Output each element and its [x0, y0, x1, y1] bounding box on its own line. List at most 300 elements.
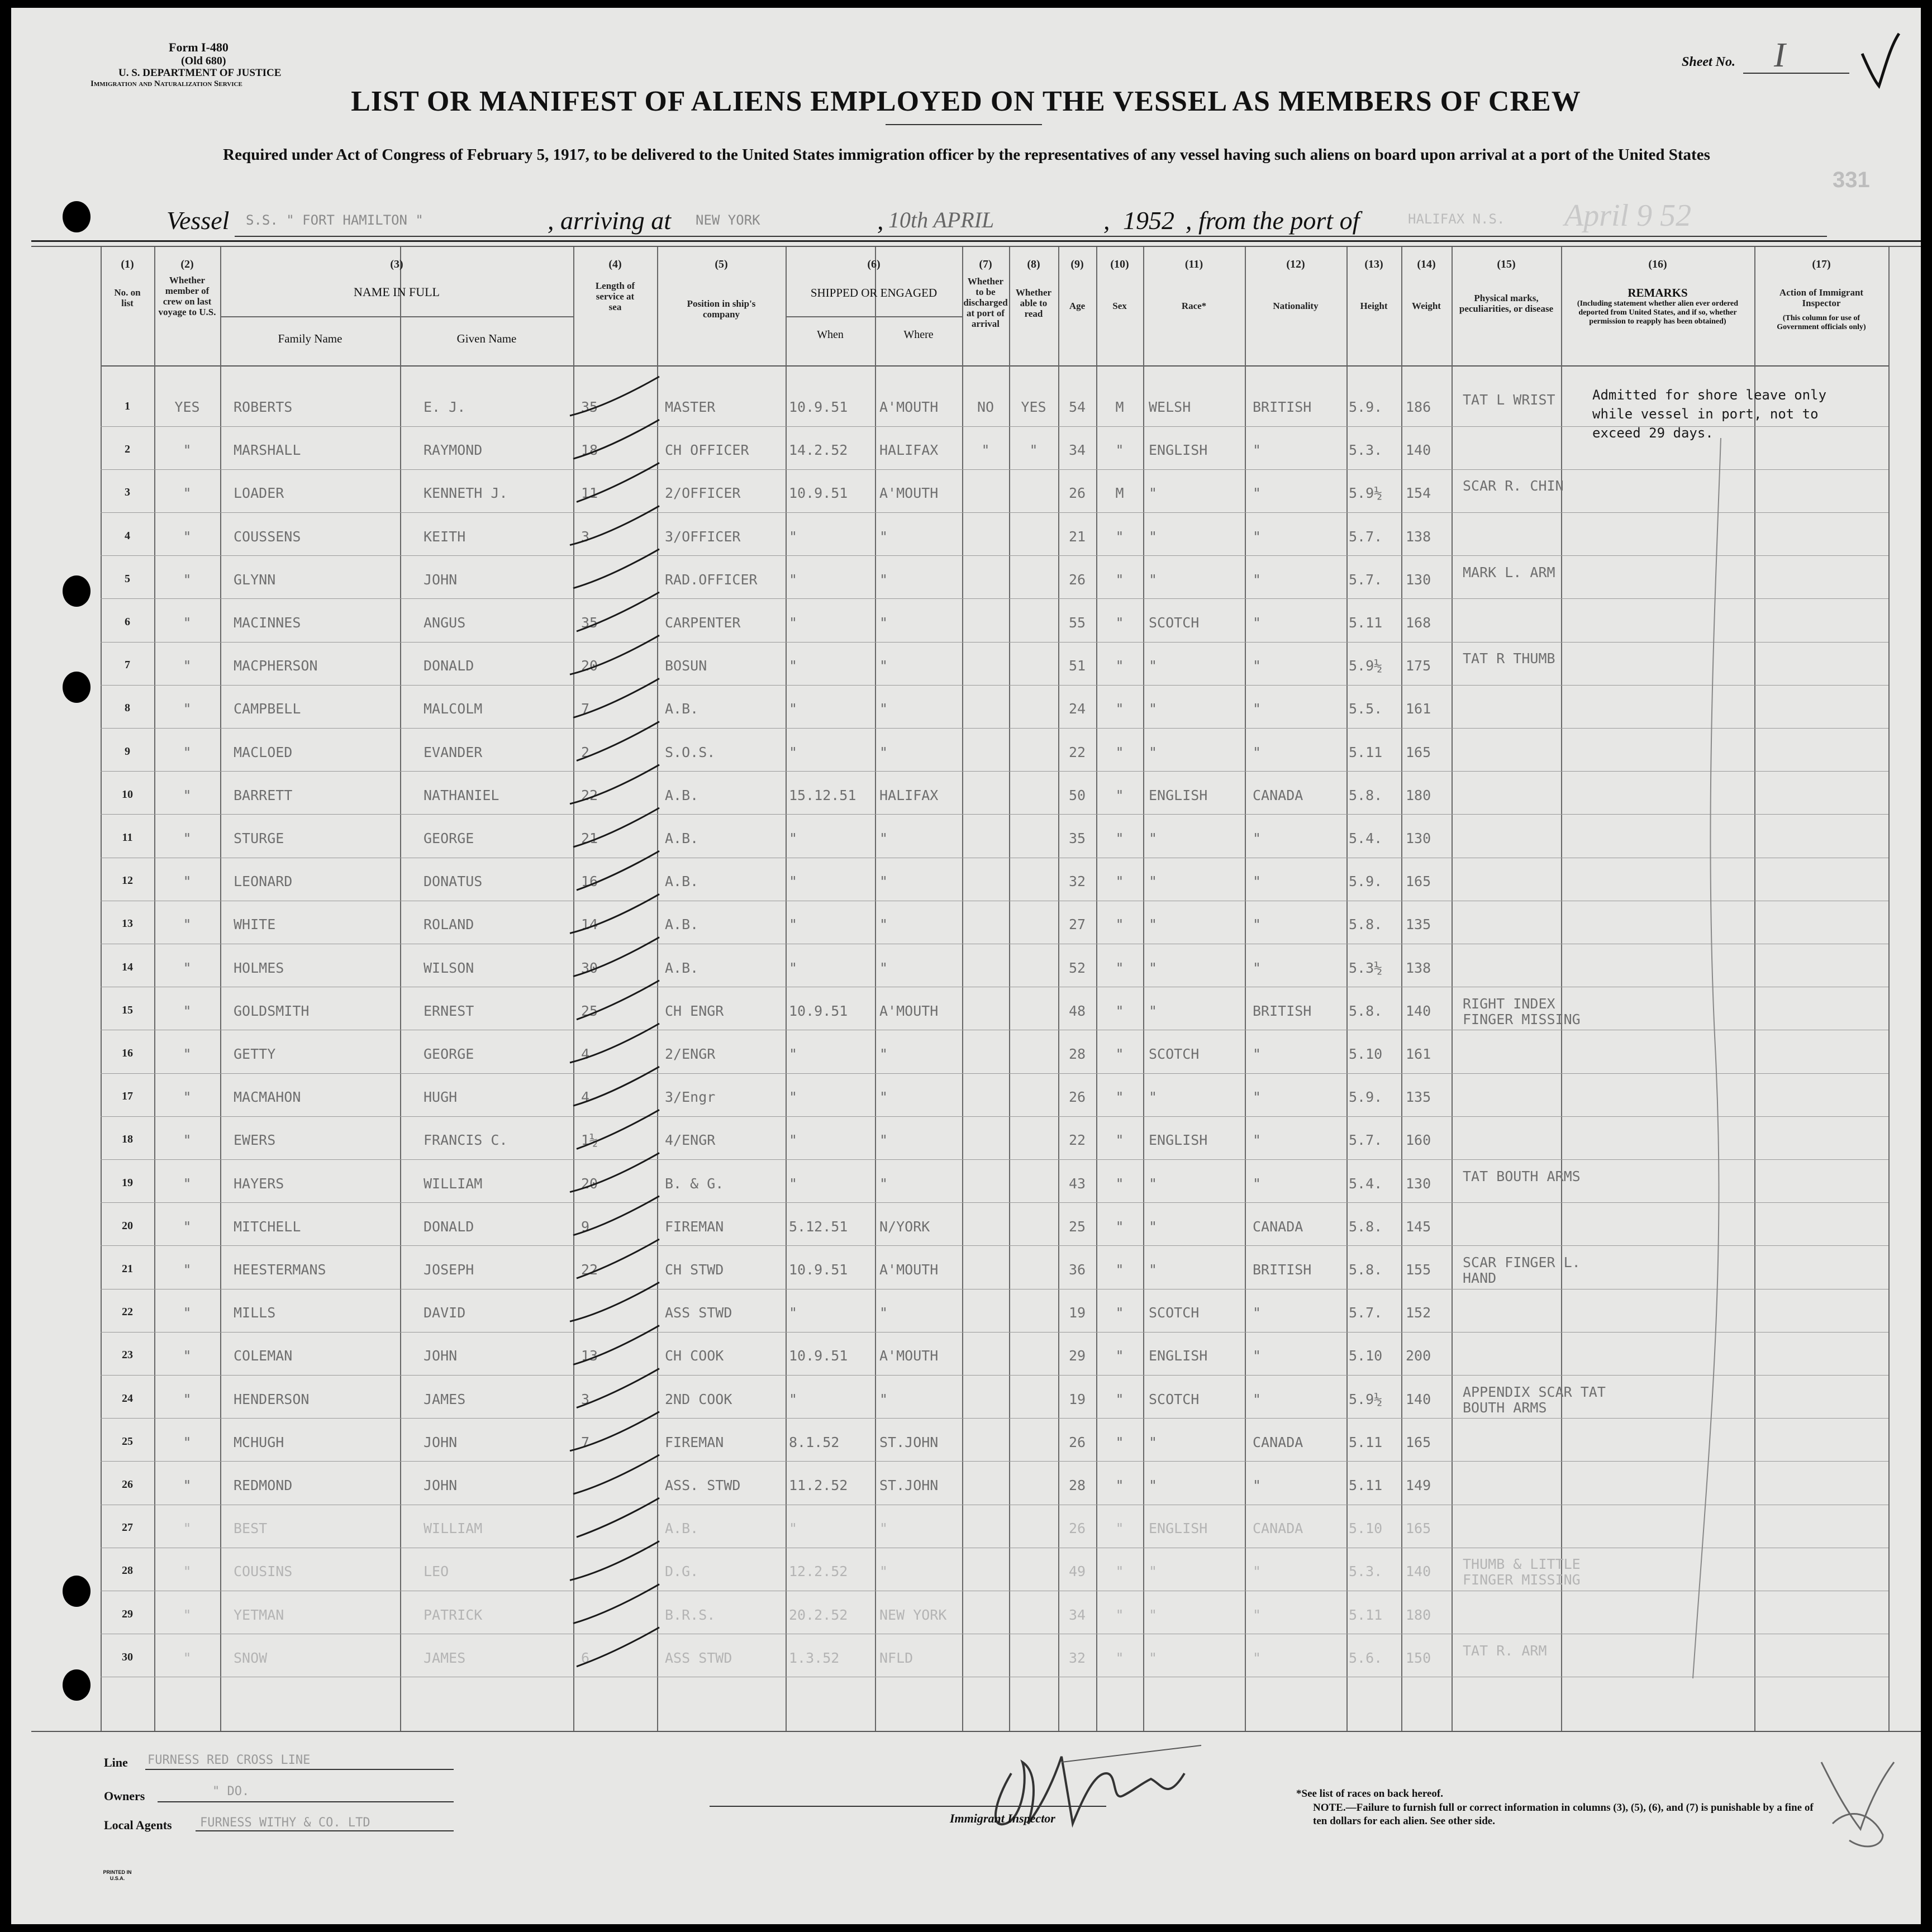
cell-position: B.R.S.: [665, 1607, 716, 1623]
cell-given: JAMES: [423, 1391, 466, 1407]
cell-given: WILLIAM: [423, 1520, 483, 1536]
cell-no: 6: [125, 616, 130, 628]
cell-when: 10.9.51: [789, 399, 848, 415]
cell-sex: ": [1115, 787, 1124, 803]
cell-when: ": [789, 1132, 798, 1148]
cell-age: 51: [1068, 658, 1086, 674]
cell-height: 5.11: [1349, 744, 1383, 760]
row-line: [101, 1116, 1888, 1117]
cell-height: 5.10: [1349, 1348, 1383, 1364]
cell-given: KENNETH J.: [423, 485, 508, 501]
col14-number: (14): [1417, 258, 1436, 270]
cell-height: 5.9½: [1349, 658, 1383, 674]
cell-when: ": [789, 960, 798, 976]
col12-number: (12): [1286, 258, 1305, 270]
cell-weight: 165: [1406, 744, 1431, 760]
cell-no: 22: [122, 1306, 133, 1318]
col6-header: SHIPPED OR ENGAGED: [810, 286, 938, 299]
cell-age: 55: [1068, 615, 1086, 631]
cell-position: FIREMAN: [665, 1434, 724, 1450]
cell-family: MACLOED: [234, 744, 293, 760]
cell-nat: ": [1253, 873, 1262, 889]
cell-sex: ": [1115, 1305, 1124, 1321]
cell-when: ": [789, 1089, 798, 1105]
vessel-name: S.S. " FORT HAMILTON ": [246, 212, 423, 228]
cell-nat: ": [1253, 1607, 1262, 1623]
cell-sex: ": [1115, 1219, 1124, 1235]
cell-where: ": [879, 1305, 888, 1321]
cell-weight: 135: [1406, 1089, 1431, 1105]
cell-weight: 138: [1406, 529, 1431, 545]
cell-age: 25: [1068, 1219, 1086, 1235]
cell-height: 5.11: [1349, 1607, 1383, 1623]
cell-given: MALCOLM: [423, 701, 483, 717]
cell-where: ST.JOHN: [879, 1434, 939, 1450]
cell-height: 5.8.: [1349, 1003, 1383, 1019]
cell-no: 5: [125, 573, 130, 585]
cell-nat: BRITISH: [1253, 399, 1312, 415]
cell-position: CH ENGR: [665, 1003, 724, 1019]
date-comma: ,: [877, 206, 884, 235]
cell-sex: M: [1115, 485, 1124, 501]
cell-when: 1.3.52: [789, 1650, 840, 1666]
cell-when: 10.9.51: [789, 1262, 848, 1278]
row-line: [101, 598, 1888, 599]
vessel-line-underline: [235, 236, 1827, 237]
cell-when: ": [789, 744, 798, 760]
cell-where: ": [879, 960, 888, 976]
cell-sex: ": [1115, 1434, 1124, 1450]
cell-when: 10.9.51: [789, 485, 848, 501]
cell-disch: ": [981, 442, 990, 458]
cell-no: 12: [122, 874, 133, 887]
cell-race: ENGLISH: [1149, 1520, 1208, 1536]
cell-race: ": [1149, 1262, 1158, 1278]
cell-service: 16: [581, 873, 598, 889]
cell-crew: ": [183, 1046, 192, 1062]
cell-family: HENDERSON: [234, 1391, 310, 1407]
cell-position: 4/ENGR: [665, 1132, 716, 1148]
cell-family: GETTY: [234, 1046, 276, 1062]
cell-crew: ": [183, 873, 192, 889]
cell-when: ": [789, 873, 798, 889]
sheet-field-line: [1743, 73, 1849, 74]
cell-height: 5.8.: [1349, 1262, 1383, 1278]
cell-family: YETMAN: [234, 1607, 284, 1623]
cell-age: 54: [1068, 399, 1086, 415]
cell-service: 6: [581, 1650, 590, 1666]
cell-weight: 140: [1406, 442, 1431, 458]
cell-sex: ": [1115, 1132, 1124, 1148]
cell-position: 2/OFFICER: [665, 485, 741, 501]
cell-nat: ": [1253, 442, 1262, 458]
cell-sex: ": [1115, 658, 1124, 674]
cell-sex: ": [1115, 1003, 1124, 1019]
cell-age: 19: [1068, 1391, 1086, 1407]
cell-service: 18: [581, 442, 598, 458]
cell-no: 17: [122, 1090, 133, 1102]
cell-crew: ": [183, 1348, 192, 1364]
cell-race: ": [1149, 1563, 1158, 1579]
cell-weight: 180: [1406, 787, 1431, 803]
cell-crew: ": [183, 1262, 192, 1278]
stamp-number: 331: [1833, 168, 1870, 192]
cell-weight: 175: [1406, 658, 1431, 674]
cell-service: 20: [581, 1176, 598, 1192]
col7-number: (7): [979, 258, 992, 270]
col3a-header: Family Name: [278, 332, 342, 345]
cell-no: 3: [125, 486, 130, 498]
cell-given: HUGH: [423, 1089, 458, 1105]
cell-race: ": [1149, 658, 1158, 674]
cell-age: 28: [1068, 1046, 1086, 1062]
cell-marks: TAT R THUMB: [1463, 650, 1555, 667]
cell-crew: ": [183, 442, 192, 458]
cell-when: ": [789, 572, 798, 588]
cell-age: 26: [1068, 572, 1086, 588]
form-subtitle: Required under Act of Congress of February 5, 1917, to be delivered to the United States immigration officer by the representatives of any vessel having such aliens on board upon arrival at a port of the United States: [223, 146, 1710, 164]
cell-position: 3/OFFICER: [665, 529, 741, 545]
row-line: [101, 1461, 1888, 1462]
cell-weight: 150: [1406, 1650, 1431, 1666]
agents-label: Local Agents: [104, 1818, 172, 1832]
cell-race: ": [1149, 1089, 1158, 1105]
cell-weight: 130: [1406, 830, 1431, 846]
cell-race: ": [1149, 873, 1158, 889]
cell-given: NATHANIEL: [423, 787, 499, 803]
department-name: U. S. DEPARTMENT OF JUSTICE: [118, 67, 282, 79]
cell-given: DONALD: [423, 658, 474, 674]
cell-where: ": [879, 916, 888, 932]
cell-race: ENGLISH: [1149, 787, 1208, 803]
cell-nat: BRITISH: [1253, 1003, 1312, 1019]
cell-sex: ": [1115, 1650, 1124, 1666]
col16-header: REMARKS: [1628, 286, 1688, 299]
cell-when: ": [789, 701, 798, 717]
cell-no: 14: [122, 961, 133, 973]
header-bottom-border: [101, 365, 1888, 367]
remarks-note: Admitted for shore leave only while vessel in port, not to exceed 29 days.: [1592, 387, 1827, 441]
cell-age: 49: [1068, 1563, 1086, 1579]
corner-initials: [1799, 1751, 1911, 1863]
col6-divider: [786, 316, 962, 317]
cell-given: ANGUS: [423, 615, 466, 631]
cell-service: 35: [581, 399, 598, 415]
cell-no: 7: [125, 659, 130, 671]
cell-position: B. & G.: [665, 1176, 724, 1192]
tally-marks: [559, 365, 682, 1729]
cell-height: 5.5.: [1349, 701, 1383, 717]
row-line: [101, 1073, 1888, 1074]
cell-crew: ": [183, 529, 192, 545]
cell-marks: MARK L. ARM: [1463, 564, 1555, 580]
cell-nat: ": [1253, 744, 1262, 760]
punch-hole: [63, 201, 91, 232]
printed-mark: PRINTED IN U.S.A.: [103, 1869, 132, 1881]
cell-nat: ": [1253, 615, 1262, 631]
cell-sex: ": [1115, 529, 1124, 545]
cell-crew: ": [183, 1650, 192, 1666]
cell-height: 5.4.: [1349, 1176, 1383, 1192]
cell-sex: ": [1115, 1563, 1124, 1579]
cell-no: 30: [122, 1651, 133, 1663]
row-line: [101, 1159, 1888, 1160]
cell-nat: ": [1253, 1305, 1262, 1321]
cell-height: 5.11: [1349, 615, 1383, 631]
col3b-header: Given Name: [456, 332, 517, 345]
cell-height: 5.10: [1349, 1520, 1383, 1536]
cell-position: CARPENTER: [665, 615, 741, 631]
cell-given: E. J.: [423, 399, 466, 415]
cell-race: SCOTCH: [1149, 1305, 1200, 1321]
penalty-note: NOTE.—Failure to furnish full or correct information in columns (3), (5), (6), and (7) is punishable by a fine of ten dollars for each alien. See other side.: [1313, 1802, 1814, 1827]
col11-number: (11): [1184, 258, 1203, 270]
cell-service: 4: [581, 1089, 590, 1105]
cell-race: SCOTCH: [1149, 1046, 1200, 1062]
cell-crew: ": [183, 615, 192, 631]
cell-weight: 180: [1406, 1607, 1431, 1623]
cell-given: GEORGE: [423, 830, 474, 846]
cell-no: 26: [122, 1478, 133, 1491]
cell-no: 15: [122, 1004, 133, 1016]
col7-header: Whether to be discharged at port of arrival: [963, 276, 1008, 329]
departure-port: HALIFAX N.S.: [1408, 211, 1505, 227]
sheet-label: Sheet No.: [1682, 55, 1735, 69]
cell-service: 1½: [581, 1132, 598, 1148]
cell-position: ASS. STWD: [665, 1477, 741, 1493]
sheet-value: I: [1774, 36, 1786, 74]
col12-header: Nationality: [1273, 301, 1319, 311]
cell-family: EWERS: [234, 1132, 276, 1148]
cell-when: 14.2.52: [789, 442, 848, 458]
cell-position: 2/ENGR: [665, 1046, 716, 1062]
cell-family: SNOW: [234, 1650, 268, 1666]
form-title: LIST OR MANIFEST OF ALIENS EMPLOYED ON THE VESSEL AS MEMBERS OF CREW: [351, 85, 1581, 117]
cell-given: WILSON: [423, 960, 474, 976]
cell-service: 2: [581, 744, 590, 760]
cell-position: MASTER: [665, 399, 716, 415]
cell-when: 8.1.52: [789, 1434, 840, 1450]
cell-crew: ": [183, 658, 192, 674]
title-underline: [886, 124, 1042, 125]
cell-height: 5.9.: [1349, 399, 1383, 415]
cell-age: 22: [1068, 744, 1086, 760]
cell-race: ": [1149, 1607, 1158, 1623]
cell-height: 5.7.: [1349, 1305, 1383, 1321]
row-line: [101, 469, 1888, 470]
cell-race: WELSH: [1149, 399, 1191, 415]
cell-position: A.B.: [665, 701, 699, 717]
col16-number: (16): [1648, 258, 1667, 270]
cell-sex: ": [1115, 1520, 1124, 1536]
col4-header: Length of service at sea: [595, 280, 635, 312]
cell-height: 5.9.: [1349, 873, 1383, 889]
cell-height: 5.3½: [1349, 960, 1383, 976]
cell-crew: ": [183, 1176, 192, 1192]
cell-sex: M: [1115, 399, 1124, 415]
cell-crew: ": [183, 1305, 192, 1321]
cell-race: ": [1149, 960, 1158, 976]
cell-where: ": [879, 572, 888, 588]
line-value: FURNESS RED CROSS LINE: [147, 1753, 311, 1767]
cell-where: ": [879, 658, 888, 674]
cell-age: 21: [1068, 529, 1086, 545]
cell-read: ": [1029, 442, 1038, 458]
cell-service: 13: [581, 1348, 598, 1364]
cell-family: COUSSENS: [234, 529, 301, 545]
cell-where: ": [879, 1132, 888, 1148]
cell-when: ": [789, 1176, 798, 1192]
owners-underline: [158, 1801, 454, 1802]
table-top-border: [31, 240, 1921, 242]
cell-height: 5.4.: [1349, 830, 1383, 846]
cell-marks: APPENDIX SCAR TAT BOUTH ARMS: [1463, 1384, 1606, 1416]
cell-no: 21: [122, 1263, 133, 1275]
col6-number: (6): [867, 258, 881, 270]
cell-sex: ": [1115, 615, 1124, 631]
cell-service: 35: [581, 615, 598, 631]
cell-age: 34: [1068, 442, 1086, 458]
cell-family: HAYERS: [234, 1176, 284, 1192]
arrival-year: 1952: [1123, 206, 1174, 235]
cell-service: 30: [581, 960, 598, 976]
owners-label: Owners: [104, 1789, 145, 1803]
row-line: [101, 771, 1888, 772]
cell-height: 5.9.: [1349, 1089, 1383, 1105]
cell-position: 2ND COOK: [665, 1391, 732, 1407]
cell-height: 5.9½: [1349, 485, 1383, 501]
cell-sex: ": [1115, 830, 1124, 846]
cell-race: ": [1149, 744, 1158, 760]
remarks-bracket-line: [1687, 432, 1754, 1684]
cell-nat: ": [1253, 916, 1262, 932]
cell-service: 22: [581, 787, 598, 803]
inspector-label: Immigrant Inspector: [950, 1811, 1055, 1825]
col17-subheader: (This column for use of Government officials only): [1777, 314, 1866, 331]
cell-height: 5.6.: [1349, 1650, 1383, 1666]
cell-sex: ": [1115, 1348, 1124, 1364]
cell-given: ROLAND: [423, 916, 474, 932]
line-label: Line: [104, 1755, 128, 1769]
cell-given: JOHN: [423, 572, 458, 588]
cell-where: HALIFAX: [879, 787, 939, 803]
cell-race: ENGLISH: [1149, 1348, 1208, 1364]
cell-age: 28: [1068, 1477, 1086, 1493]
cell-when: ": [789, 830, 798, 846]
cell-given: GEORGE: [423, 1046, 474, 1062]
cell-given: DONATUS: [423, 873, 483, 889]
cell-family: MCHUGH: [234, 1434, 284, 1450]
cell-position: ASS STWD: [665, 1650, 732, 1666]
cell-family: REDMOND: [234, 1477, 293, 1493]
table-top-border-2: [31, 246, 1921, 247]
line-underline: [145, 1769, 454, 1770]
cell-race: ": [1149, 572, 1158, 588]
cell-weight: 140: [1406, 1003, 1431, 1019]
row-line: [101, 1332, 1888, 1333]
cell-read: YES: [1021, 399, 1046, 415]
col11-header: Race*: [1181, 301, 1207, 311]
cell-family: MARSHALL: [234, 442, 301, 458]
cell-when: ": [789, 1046, 798, 1062]
cell-nat: ": [1253, 830, 1262, 846]
cell-nat: ": [1253, 572, 1262, 588]
col14-header: Weight: [1412, 301, 1441, 311]
arrival-port: NEW YORK: [696, 212, 760, 228]
cell-service: 11: [581, 485, 598, 501]
cell-race: ": [1149, 1219, 1158, 1235]
cell-where: HALIFAX: [879, 442, 939, 458]
cell-age: 26: [1068, 1434, 1086, 1450]
arriving-label: , arriving at: [548, 206, 672, 235]
cell-weight: 200: [1406, 1348, 1431, 1364]
cell-where: ": [879, 830, 888, 846]
cell-nat: ": [1253, 1348, 1262, 1364]
cell-nat: ": [1253, 529, 1262, 545]
cell-service: 25: [581, 1003, 598, 1019]
cell-position: D.G.: [665, 1563, 699, 1579]
cell-family: HOLMES: [234, 960, 284, 976]
cell-crew: ": [183, 572, 192, 588]
punch-hole: [63, 1576, 91, 1607]
cell-where: NEW YORK: [879, 1607, 947, 1623]
cell-sex: ": [1115, 916, 1124, 932]
cell-weight: 149: [1406, 1477, 1431, 1493]
cell-where: ": [879, 1046, 888, 1062]
cell-position: A.B.: [665, 916, 699, 932]
cell-nat: CANADA: [1253, 1520, 1303, 1536]
cell-marks: RIGHT INDEX FINGER MISSING: [1463, 996, 1581, 1027]
cell-race: ENGLISH: [1149, 442, 1208, 458]
cell-given: JAMES: [423, 1650, 466, 1666]
cell-age: 32: [1068, 1650, 1086, 1666]
cell-weight: 161: [1406, 1046, 1431, 1062]
cell-sex: ": [1115, 572, 1124, 588]
cell-given: JOHN: [423, 1434, 458, 1450]
punch-hole: [63, 575, 91, 607]
row-line: [101, 642, 1888, 643]
col1-header: No. on list: [114, 287, 141, 308]
row-line: [101, 814, 1888, 815]
cell-sex: ": [1115, 1089, 1124, 1105]
cell-nat: CANADA: [1253, 1434, 1303, 1450]
cell-weight: 135: [1406, 916, 1431, 932]
cell-family: CAMPBELL: [234, 701, 301, 717]
cell-given: JOHN: [423, 1348, 458, 1364]
col6a-header: When: [817, 329, 844, 341]
cell-height: 5.3.: [1349, 1563, 1383, 1579]
cell-sex: ": [1115, 1607, 1124, 1623]
row-line: [101, 728, 1888, 729]
cell-given: JOSEPH: [423, 1262, 474, 1278]
cell-where: ": [879, 744, 888, 760]
cell-no: 29: [122, 1608, 133, 1620]
cell-height: 5.7.: [1349, 572, 1383, 588]
cell-no: 8: [125, 702, 130, 714]
cell-position: S.O.S.: [665, 744, 716, 760]
cell-given: LEO: [423, 1563, 449, 1579]
cell-sex: ": [1115, 701, 1124, 717]
cell-age: 52: [1068, 960, 1086, 976]
cell-height: 5.9½: [1349, 1391, 1383, 1407]
cell-no: 27: [122, 1521, 133, 1534]
cell-nat: CANADA: [1253, 1219, 1303, 1235]
cell-given: PATRICK: [423, 1607, 483, 1623]
cell-nat: ": [1253, 1132, 1262, 1148]
col3-number: (3): [390, 258, 403, 270]
cell-service: 4: [581, 1046, 590, 1062]
cell-family: GLYNN: [234, 572, 276, 588]
